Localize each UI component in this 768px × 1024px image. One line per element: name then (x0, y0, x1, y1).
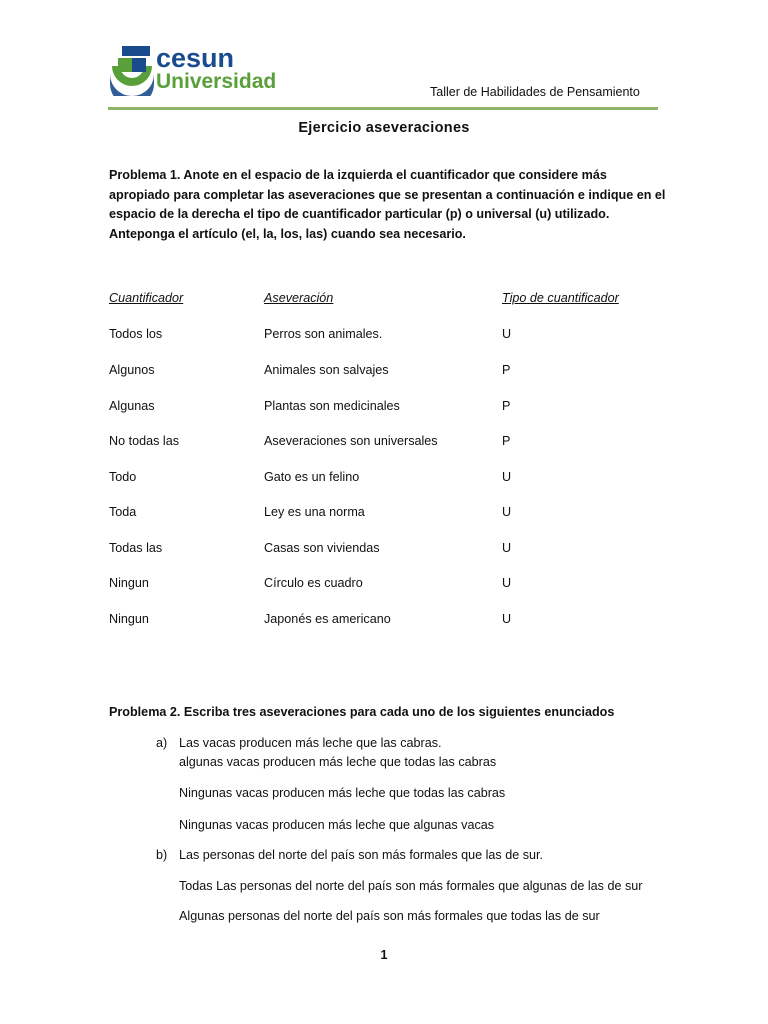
row-tipo: U (502, 470, 512, 484)
problema-1-instructions (109, 166, 669, 244)
row-aseveracion: Plantas son medicinales (264, 399, 400, 413)
row-cuantificador: Todas las (109, 541, 163, 555)
instruction-line: Anteponga el artículo (el, la, los, las) cuando sea necesario. (109, 226, 466, 241)
cesun-logo-emblem (108, 44, 156, 96)
course-title: Taller de Habilidades de Pensamiento (430, 85, 640, 99)
header-aseveracion: Aseveración (264, 291, 334, 305)
row-aseveracion: Japonés es americano (264, 612, 391, 626)
row-aseveracion: Animales son salvajes (264, 363, 389, 377)
row-aseveracion: Aseveraciones son universales (264, 434, 438, 448)
row-tipo: P (502, 399, 511, 413)
instruction-line: espacio de la derecha el tipo de cuantificador particular (p) o universal (u) utilizado. (109, 207, 610, 222)
header-cuantificador: Cuantificador (109, 291, 184, 305)
row-tipo: U (502, 576, 512, 590)
header-rule (108, 107, 658, 110)
row-cuantificador: Todos los (109, 327, 163, 341)
row-aseveracion: Ley es una norma (264, 505, 365, 519)
row-tipo: U (502, 612, 512, 626)
row-cuantificador: Ningun (109, 612, 149, 626)
row-cuantificador: No todas las (109, 434, 180, 448)
item-label: b) (156, 848, 168, 862)
page-number: 1 (380, 948, 388, 962)
item-statement: Las personas del norte del país son más formales que las de sur. (179, 848, 544, 862)
document-title: Ejercicio aseveraciones (298, 120, 470, 136)
item-answer: algunas vacas producen más leche que todas las cabras (179, 755, 497, 769)
problema-2-heading: Problema 2. Escriba tres aseveraciones para cada uno de los siguientes enunciados (109, 705, 615, 719)
row-aseveracion: Casas son viviendas (264, 541, 380, 555)
logo-text-universidad: Universidad (156, 70, 277, 93)
row-aseveracion: Perros son animales. (264, 327, 383, 341)
instruction-line: apropiado para completar las aseveraciones que se presentan a continuación e indique en el (109, 187, 666, 202)
row-aseveracion: Gato es un felino (264, 470, 360, 484)
row-cuantificador: Todo (109, 470, 137, 484)
row-aseveracion: Círculo es cuadro (264, 576, 363, 590)
header-tipo: Tipo de cuantificador (502, 291, 619, 305)
row-tipo: U (502, 327, 512, 341)
row-tipo: U (502, 541, 512, 555)
row-cuantificador: Algunos (109, 363, 155, 377)
item-label: a) (156, 736, 168, 750)
row-tipo: P (502, 434, 511, 448)
logo-text-cesun: cesun (156, 43, 235, 73)
row-cuantificador: Toda (109, 505, 137, 519)
item-answer: Todas Las personas del norte del país son más formales que algunas de las de sur (179, 879, 643, 893)
item-answer: Ningunas vacas producen más leche que algunas vacas (179, 818, 495, 832)
row-tipo: U (502, 505, 512, 519)
item-statement: Las vacas producen más leche que las cabras. (179, 736, 442, 750)
row-tipo: P (502, 363, 511, 377)
item-answer: Algunas personas del norte del país son más formales que todas las de sur (179, 909, 600, 923)
item-answer: Ningunas vacas producen más leche que todas las cabras (179, 786, 506, 800)
row-cuantificador: Ningun (109, 576, 149, 590)
row-cuantificador: Algunas (109, 399, 155, 413)
instruction-line: Problema 1. Anote en el espacio de la izquierda el cuantificador que considere más (109, 168, 607, 182)
